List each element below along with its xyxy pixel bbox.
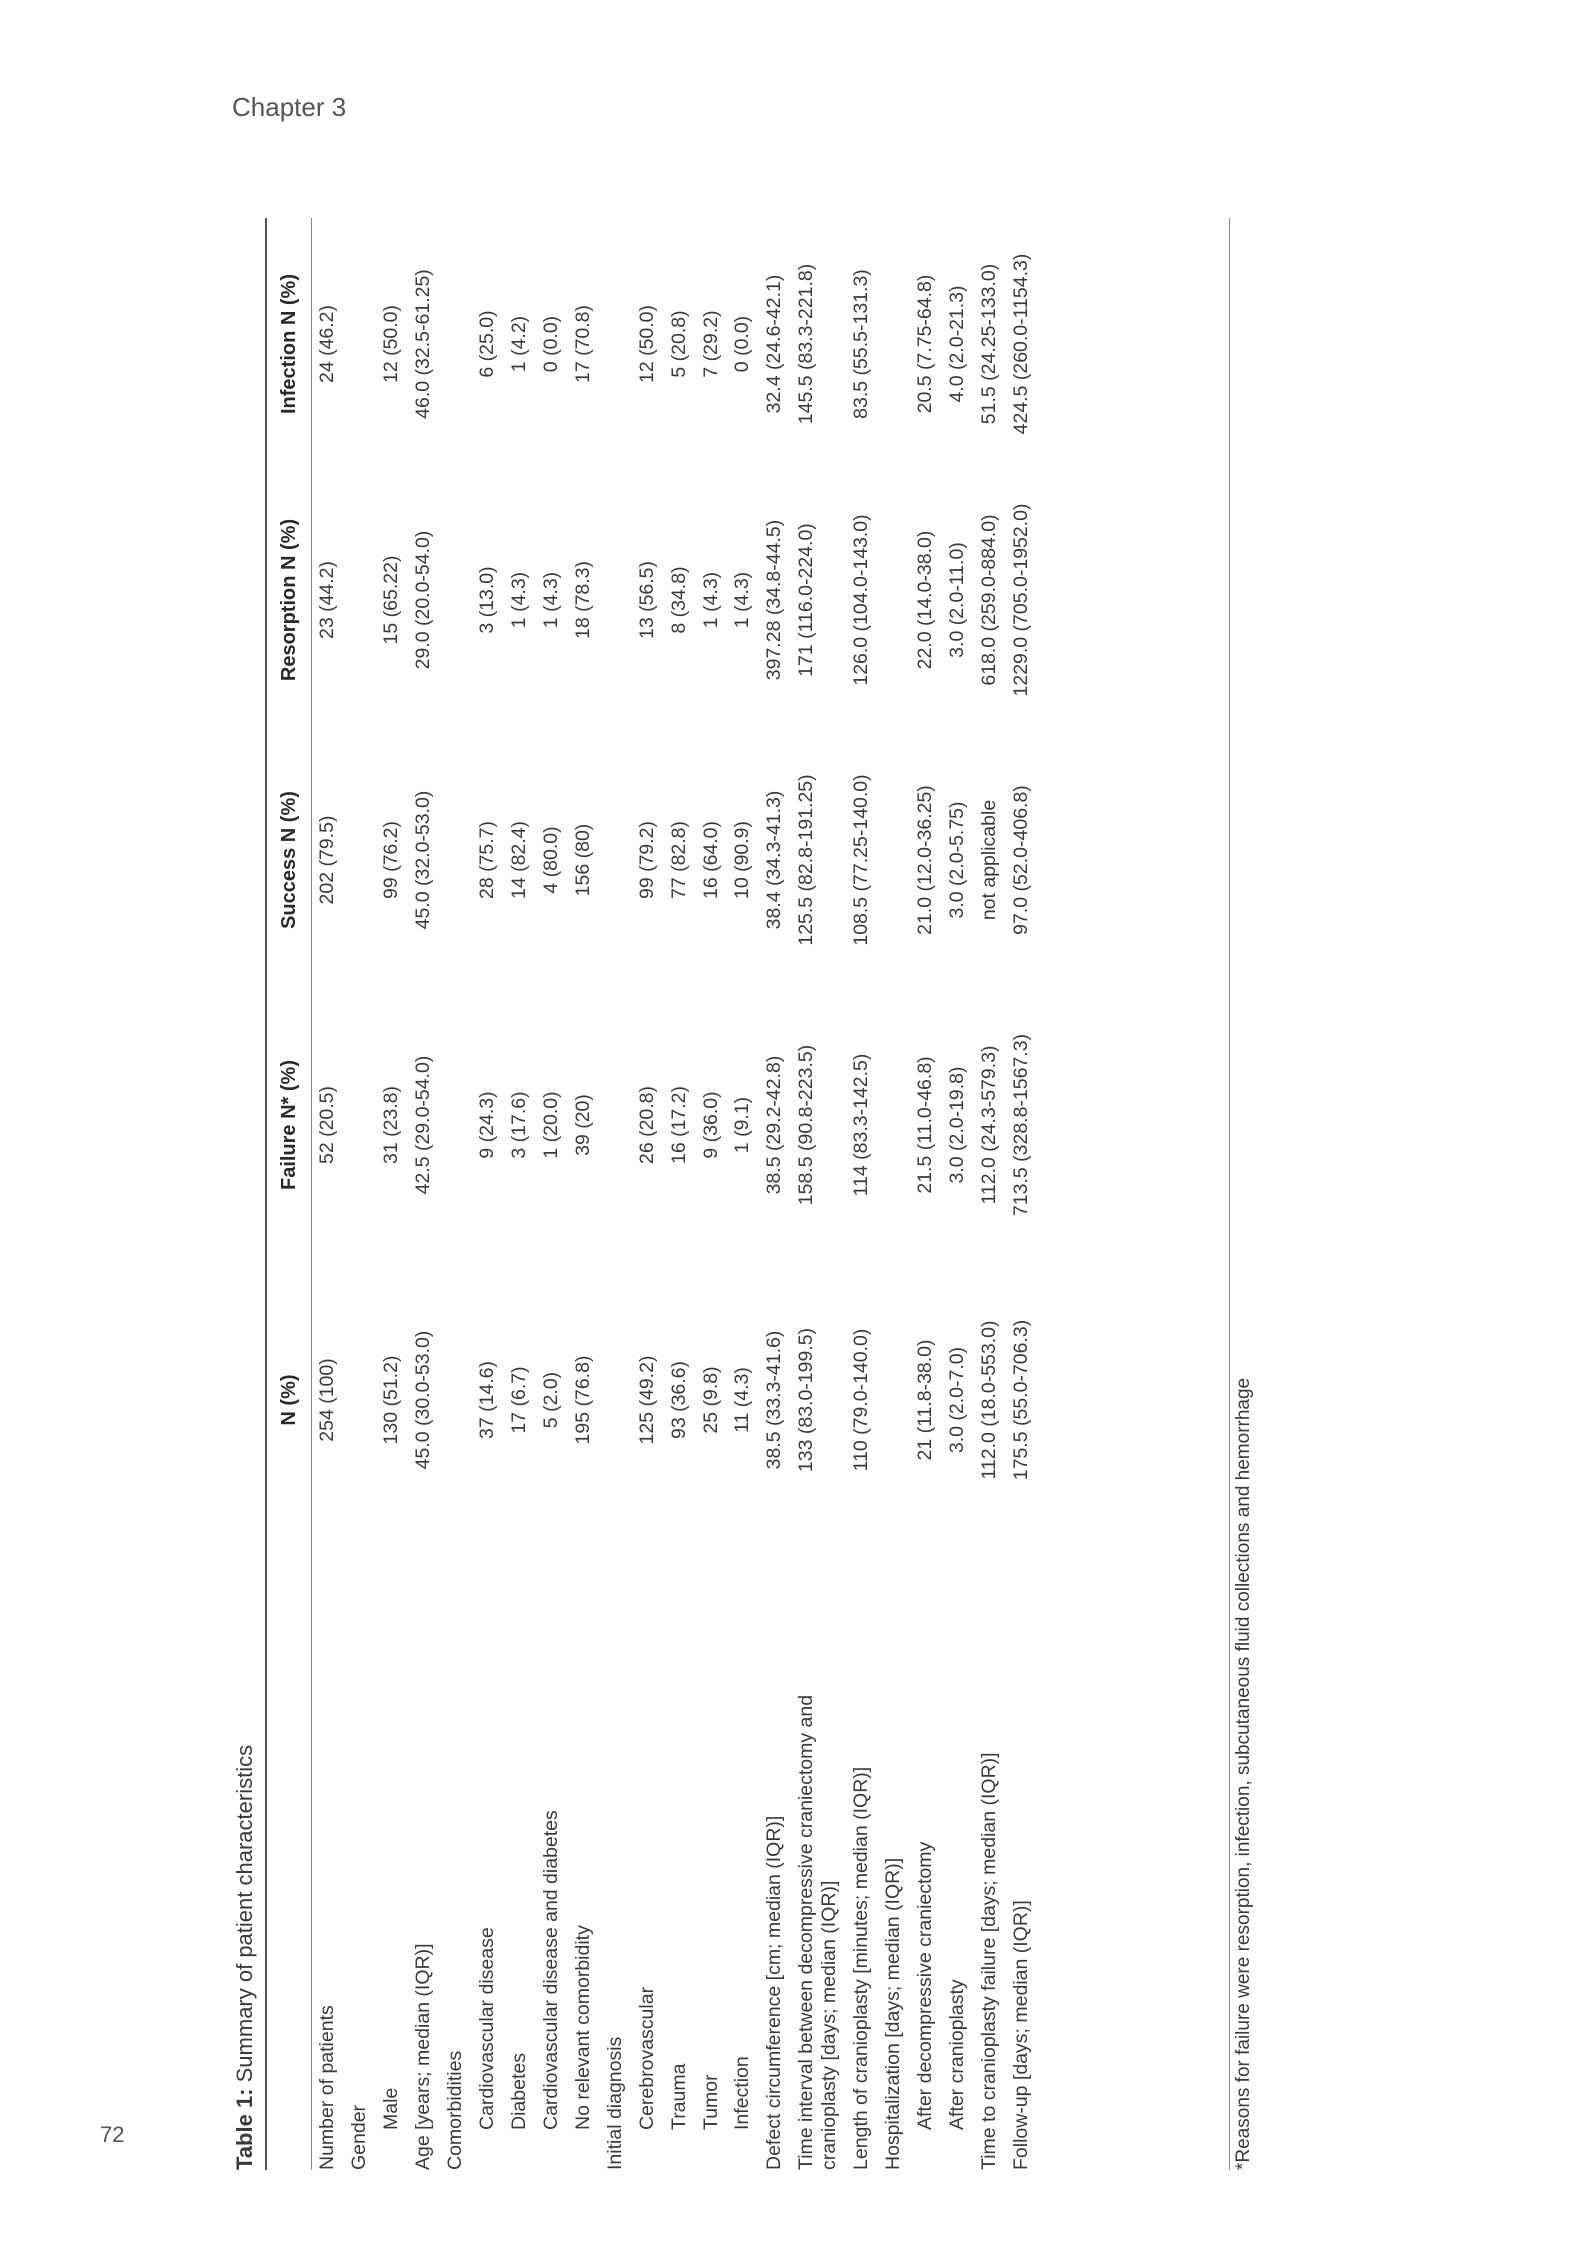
row-label [599, 1540, 631, 2170]
table-cell: 24 (46.2) [315, 304, 338, 384]
table-cell: 13 (56.5) [635, 560, 658, 640]
table-cell: 25 (9.8) [699, 1366, 722, 1434]
row-label-text: Trauma [667, 2063, 690, 2130]
table-cell [877, 470, 909, 730]
table-cell: 38.5 (29.2-42.8) [763, 1055, 786, 1195]
table-cell: 45.0 (30.0-53.0) [411, 1330, 434, 1470]
table-cell [343, 990, 375, 1260]
row-label-text: Cardiovascular disease and diabetes [539, 1810, 562, 2130]
table-cell: 1 (4.3) [539, 571, 562, 629]
row-label [375, 1540, 407, 2170]
row-label-text: Diabetes [507, 2053, 530, 2130]
table-bottom-rule [1229, 218, 1230, 2170]
table-top-rule [265, 218, 267, 2170]
table-cell: 14 (82.4) [507, 820, 530, 900]
table-cell: 3 (13.0) [475, 566, 498, 634]
row-label [727, 1540, 759, 2170]
table-cell: 3.0 (2.0-5.75) [946, 801, 968, 919]
table-cell: 3.0 (2.0-11.0) [946, 542, 968, 658]
table-cell: 9 (36.0) [699, 1091, 722, 1159]
table-cell: 145.5 (83.3-221.8) [795, 263, 818, 425]
table-cell: 32.4 (24.6-42.1) [763, 274, 786, 414]
table-cell [599, 730, 631, 990]
table-caption-label: Table 1: [232, 2088, 257, 2170]
table-cell: 46.0 (32.5-61.25) [411, 269, 434, 419]
table-cell: 171 (116.0-224.0) [795, 523, 818, 677]
row-label [909, 1540, 941, 2170]
table-cell [599, 218, 631, 470]
table-cell: 37 (14.6) [475, 1360, 498, 1440]
table-cell: 4.0 (2.0-21.3) [946, 285, 968, 403]
table-cell: 114 (83.3-142.5) [850, 1053, 873, 1197]
table-cell: 21.0 (12.0-36.25) [914, 785, 937, 935]
column-header: Success N (%) [277, 791, 300, 929]
table-cell [439, 990, 471, 1260]
table-cell [343, 730, 375, 990]
table-cell: 0 (0.0) [731, 315, 754, 373]
row-label-text: Follow-up [days; median (IQR)] [1009, 1900, 1032, 2170]
table-cell: 29.0 (20.0-54.0) [411, 530, 434, 670]
table-cell: 5 (2.0) [539, 1371, 562, 1429]
table-cell: 1 (4.3) [699, 571, 722, 629]
table-cell: 15 (65.22) [379, 555, 402, 645]
patient-characteristics-table [268, 218, 1037, 2170]
table-cell: 5 (20.8) [667, 310, 690, 378]
row-label [791, 1540, 846, 2170]
table-cell: 20.5 (7.75-64.8) [914, 274, 937, 414]
table-cell [343, 218, 375, 470]
table-cell [877, 990, 909, 1260]
table-cell: 7 (29.2) [699, 310, 722, 378]
table-cell: 16 (17.2) [667, 1085, 690, 1165]
row-label [1005, 1540, 1037, 2170]
table-cell: 99 (76.2) [379, 820, 402, 900]
table-cell: 45.0 (32.0-53.0) [411, 790, 434, 930]
rotated-table-block [232, 170, 1254, 2170]
row-label-text: No relevant comorbidity [571, 1925, 594, 2130]
row-label-text: Age [years; median (IQR)] [411, 1943, 434, 2170]
table-cell: 1229.0 (705.0-1952.0) [1009, 503, 1032, 697]
table-cell: 133 (83.0-199.5) [795, 1327, 818, 1473]
table-cell: 195 (76.8) [571, 1355, 594, 1445]
row-label-text: Time to cranioplasty failure [days; median (IQR)] [977, 1752, 1000, 2170]
table-caption [232, 1745, 258, 2170]
table-cell: 99 (79.2) [635, 820, 658, 900]
table-cell: 254 (100) [315, 1358, 338, 1442]
table-cell: 175.5 (55.0-706.3) [1009, 1319, 1032, 1481]
table-cell: 130 (51.2) [379, 1355, 402, 1445]
table-cell: 38.4 (34.3-41.3) [763, 790, 786, 930]
row-label-text: Initial diagnosis [603, 2036, 626, 2170]
table-cell: 202 (79.5) [315, 815, 338, 905]
table-cell [599, 470, 631, 730]
table-cell [877, 218, 909, 470]
table-cell: 11 (4.3) [731, 1367, 754, 1433]
row-label [631, 1540, 663, 2170]
table-cell: 31 (23.8) [379, 1085, 402, 1165]
table-cell: 42.5 (29.0-54.0) [411, 1055, 434, 1195]
row-label-text: After decompressive craniectomy [914, 1841, 937, 2130]
row-label [535, 1540, 567, 2170]
table-cell: 83.5 (55.5-131.3) [850, 269, 873, 419]
table-cell [343, 1260, 375, 1540]
table-cell: 1 (4.3) [507, 571, 530, 629]
table-cell: 1 (9.1) [731, 1096, 754, 1154]
row-label [877, 1540, 909, 2170]
row-label-text: After cranioplasty [946, 1979, 968, 2130]
row-label-text: Cerebrovascular [635, 1986, 658, 2130]
page-number: 72 [100, 2122, 125, 2147]
row-label-text: Male [379, 2087, 402, 2130]
column-header: Resorption N (%) [277, 518, 300, 682]
table-cell: 97.0 (52.0-406.8) [1009, 785, 1032, 935]
row-label [471, 1540, 503, 2170]
row-label [343, 1540, 375, 2170]
row-label [759, 1540, 791, 2170]
row-label-text: cranioplasty [days; median (IQR)] [818, 1880, 841, 2170]
table-cell: 77 (82.8) [667, 820, 690, 900]
column-header: Infection N (%) [277, 274, 300, 414]
table-cell: 0 (0.0) [539, 315, 562, 373]
table-cell: 3.0 (2.0-7.0) [946, 1346, 968, 1454]
table-cell: 1 (20.0) [539, 1091, 562, 1159]
row-label [311, 1540, 343, 2170]
row-label-text: Time interval between decompressive craniectomy and [795, 1694, 818, 2170]
table-cell: 112.0 (24.3-579.3) [977, 1045, 1000, 1205]
row-label-text: Hospitalization [days; median (IQR)] [882, 1857, 905, 2170]
table-cell: 39 (20) [571, 1094, 594, 1156]
table-cell: 6 (25.0) [475, 310, 498, 378]
table-cell [439, 730, 471, 990]
table-cell: 9 (24.3) [475, 1091, 498, 1159]
table-cell: 125 (49.2) [635, 1355, 658, 1445]
table-cell: 1 (4.3) [731, 571, 754, 629]
table-cell [343, 470, 375, 730]
row-label-text: Comorbidities [443, 2050, 466, 2170]
table-caption-text: Summary of patient characteristics [232, 1744, 257, 2089]
table-cell: 3.0 (2.0-19.8) [946, 1066, 968, 1184]
row-label-text: Defect circumference [cm; median (IQR)] [763, 1815, 786, 2170]
column-header: N (%) [277, 1374, 300, 1426]
table-cell: 17 (70.8) [571, 304, 594, 384]
row-label [439, 1540, 471, 2170]
row-label-text: Number of patients [315, 2005, 338, 2170]
table-cell: 110 (79.0-140.0) [850, 1328, 873, 1472]
table-cell: 4 (80.0) [539, 826, 562, 894]
table-cell: 424.5 (260.0-1154.3) [1009, 253, 1032, 435]
table-cell: 8 (34.8) [667, 566, 690, 634]
table-cell: 26 (20.8) [635, 1085, 658, 1165]
table-cell: 28 (75.7) [475, 820, 498, 900]
column-header [268, 1540, 311, 2170]
table-cell: 10 (90.9) [731, 820, 754, 900]
table-cell: 17 (6.7) [507, 1366, 530, 1434]
table-cell: 126.0 (104.0-143.0) [850, 514, 873, 686]
table-cell [439, 470, 471, 730]
table-cell: 23 (44.2) [315, 560, 338, 640]
row-label [973, 1540, 1005, 2170]
table-cell: 52 (20.5) [315, 1085, 338, 1165]
table-cell: 158.5 (90.8-223.5) [795, 1044, 818, 1206]
row-label-text: Infection [731, 2056, 754, 2130]
table-cell: 618.0 (259.0-884.0) [977, 514, 1000, 686]
table-cell: 51.5 (24.25-133.0) [977, 263, 1000, 425]
row-label-text: Length of cranioplasty [minutes; median (IQR)] [850, 1766, 873, 2170]
table-cell: 18 (78.3) [571, 560, 594, 640]
row-label [663, 1540, 695, 2170]
table-cell [439, 1260, 471, 1540]
table-cell [599, 1260, 631, 1540]
table-cell: 108.5 (77.25-140.0) [850, 774, 873, 946]
table-cell: 713.5 (328.8-1567.3) [1009, 1033, 1032, 1217]
row-label [503, 1540, 535, 2170]
row-label-text: Gender [347, 2104, 370, 2170]
row-label-text: Cardiovascular disease [475, 1927, 498, 2130]
row-label-text: Tumor [699, 2074, 722, 2130]
row-label [407, 1540, 439, 2170]
table-cell: 1 (4.2) [507, 315, 530, 373]
table-cell [877, 1260, 909, 1540]
table-cell: 12 (50.0) [635, 304, 658, 384]
table-cell: 12 (50.0) [379, 304, 402, 384]
table-cell [877, 730, 909, 990]
table-cell: 3 (17.6) [507, 1091, 530, 1159]
table-cell: 22.0 (14.0-38.0) [914, 530, 937, 670]
table-cell: 397.28 (34.8-44.5) [763, 519, 786, 681]
row-label [567, 1540, 599, 2170]
table-cell: 16 (64.0) [699, 820, 722, 900]
row-label [845, 1540, 877, 2170]
table-cell: 156 (80) [571, 823, 594, 897]
chapter-header: Chapter 3 [232, 92, 347, 122]
table-cell: 112.0 (18.0-553.0) [977, 1320, 1000, 1480]
table-cell: not applicable [977, 799, 1000, 921]
table-cell: 21 (11.8-38.0) [914, 1339, 937, 1461]
table-footnote: *Reasons for failure were resorption, infection, subcutaneous fluid collections and hemorrhage [1233, 1377, 1254, 2170]
table-cell: 38.5 (33.3-41.6) [763, 1330, 786, 1470]
table-cell: 21.5 (11.0-46.8) [914, 1056, 937, 1194]
column-header: Failure N* (%) [277, 1059, 300, 1191]
row-label [941, 1540, 973, 2170]
row-label [695, 1540, 727, 2170]
table-cell [439, 218, 471, 470]
table-cell: 125.5 (82.8-191.25) [795, 774, 818, 946]
table-cell: 93 (36.6) [667, 1360, 690, 1440]
table-cell [599, 990, 631, 1260]
